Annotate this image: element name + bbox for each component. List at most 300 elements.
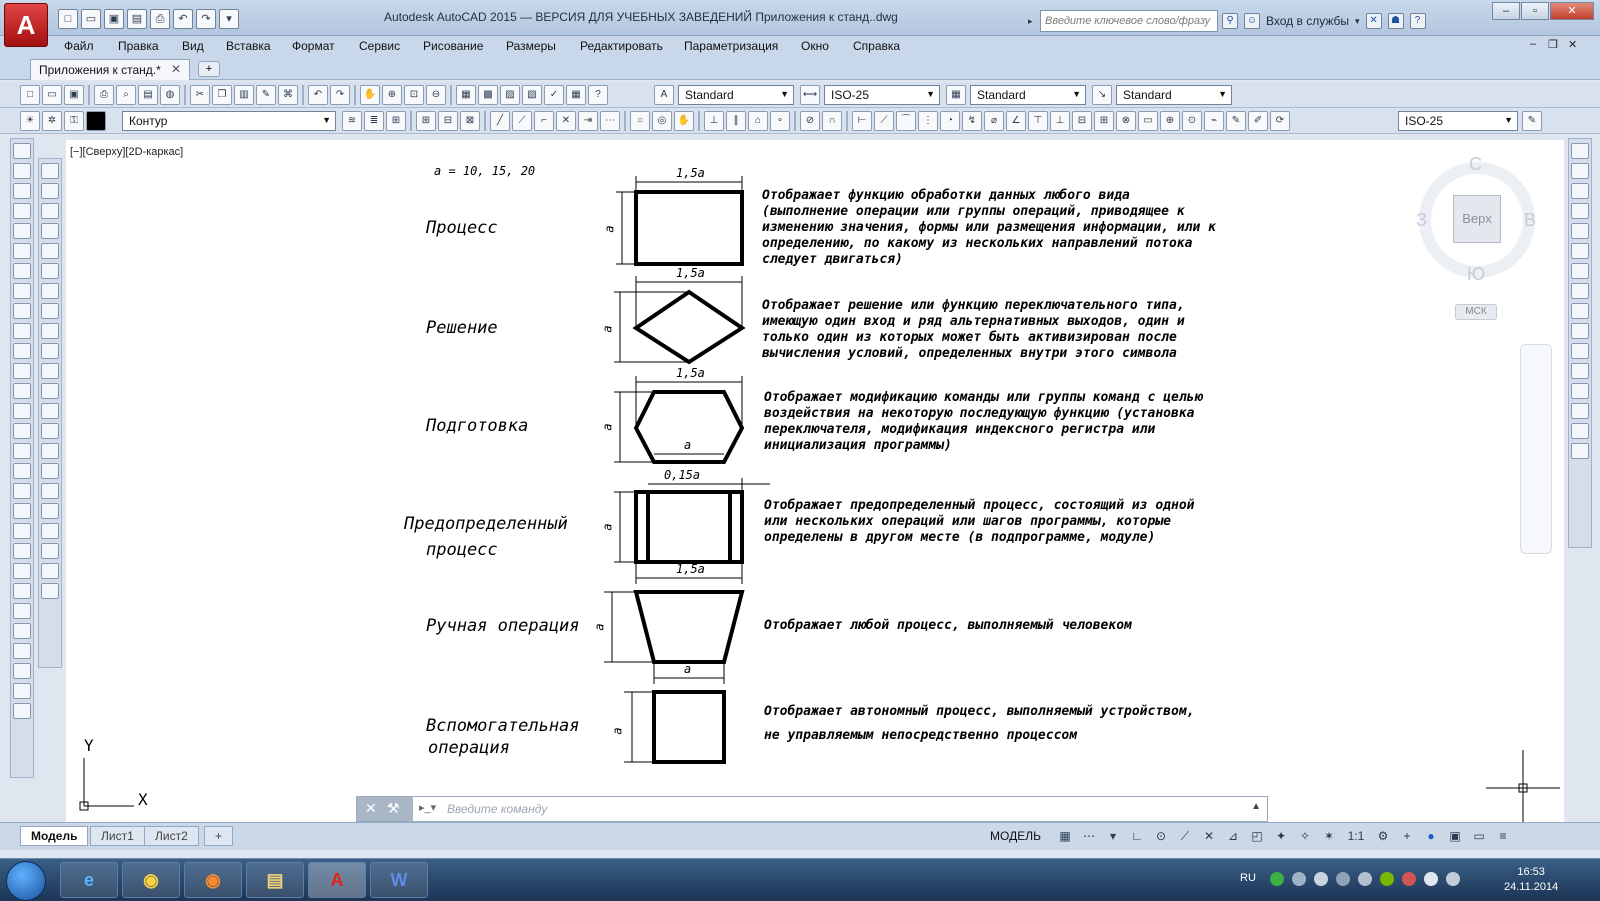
menu-bar bbox=[0, 36, 1600, 58]
group-icon[interactable]: ⊞ bbox=[416, 111, 436, 131]
add-selected-icon[interactable] bbox=[13, 523, 31, 539]
dim-style-control-value: ISO-25 bbox=[1405, 114, 1444, 128]
tab-model[interactable]: Модель bbox=[20, 826, 88, 846]
explorer-icon[interactable]: ▤ bbox=[246, 862, 304, 898]
text-style-icon[interactable] bbox=[13, 583, 31, 599]
save-as-icon[interactable]: ▤ bbox=[127, 9, 147, 29]
rectangle-icon[interactable] bbox=[1571, 343, 1589, 359]
help-icon[interactable]: ? bbox=[1410, 13, 1426, 29]
mtext-icon[interactable] bbox=[13, 503, 31, 519]
draw-toolbar-vertical bbox=[10, 138, 34, 778]
plot-icon[interactable]: ⎙ bbox=[94, 85, 114, 105]
spline-icon[interactable] bbox=[13, 303, 31, 319]
tray-network-icon[interactable] bbox=[1292, 872, 1306, 886]
annotation-scale-icon[interactable]: ✶ bbox=[1323, 829, 1335, 843]
label-predefined-line2: процесс bbox=[426, 540, 498, 560]
chevron-down-icon[interactable]: ▾ bbox=[1109, 829, 1117, 843]
match-properties-icon[interactable] bbox=[1571, 143, 1589, 159]
text-justify-icon[interactable] bbox=[13, 683, 31, 699]
text-style-icon[interactable]: A bbox=[654, 85, 674, 105]
clock-date: 24.11.2014 bbox=[1504, 881, 1559, 893]
text-edit-icon[interactable] bbox=[13, 643, 31, 659]
doc-minimize-icon[interactable]: – bbox=[1530, 38, 1537, 50]
menu-tools[interactable]: Сервис bbox=[359, 39, 401, 53]
search-input[interactable]: Введите ключевое слово/фразу bbox=[1040, 10, 1218, 32]
table-style-value: Standard bbox=[977, 88, 1026, 102]
dim-height-preparation: a bbox=[600, 423, 615, 431]
doc-restore-icon[interactable]: ❐ bbox=[1548, 39, 1558, 51]
redo-icon[interactable]: ↷ bbox=[330, 85, 350, 105]
label-auxiliary-line2: операция bbox=[428, 738, 510, 758]
pan-icon[interactable]: ✋ bbox=[360, 85, 380, 105]
inspection-icon[interactable]: ⊙ bbox=[1182, 111, 1202, 131]
mirror-icon[interactable] bbox=[1571, 383, 1589, 399]
erase-icon[interactable] bbox=[41, 163, 59, 179]
ungroup-icon[interactable]: ⊟ bbox=[438, 111, 458, 131]
toolbar-separator bbox=[624, 111, 626, 131]
break-icon[interactable]: ⋯ bbox=[600, 111, 620, 131]
rotate-icon[interactable] bbox=[41, 283, 59, 299]
viewport-icon[interactable] bbox=[1571, 283, 1589, 299]
center-mark-icon[interactable]: ⊕ bbox=[1160, 111, 1180, 131]
command-prompt-icon[interactable]: ▸_▾ bbox=[419, 802, 437, 814]
menu-insert[interactable]: Вставка bbox=[226, 39, 271, 53]
ortho-icon[interactable]: ∟ bbox=[1131, 829, 1143, 843]
markup-icon[interactable]: ✓ bbox=[544, 85, 564, 105]
table-style-select[interactable] bbox=[970, 85, 1086, 105]
snap-icon[interactable]: ⋯ bbox=[1083, 829, 1095, 843]
ray-icon[interactable] bbox=[1571, 323, 1589, 339]
modify-toolbar-vertical bbox=[38, 158, 62, 668]
start-button[interactable] bbox=[6, 861, 46, 901]
plot-preview-icon[interactable]: ⌕ bbox=[116, 85, 136, 105]
layers-toolbar bbox=[0, 108, 1600, 134]
dim-height-predefined: a bbox=[600, 523, 615, 531]
chevron-down-icon: ▼ bbox=[780, 89, 789, 99]
status-toggles bbox=[1056, 827, 1512, 845]
tolerance-icon[interactable]: ▭ bbox=[1138, 111, 1158, 131]
dim-style-value: ISO-25 bbox=[831, 88, 870, 102]
file-tab-strip bbox=[0, 58, 1600, 80]
tray-flag-icon[interactable] bbox=[1402, 872, 1416, 886]
login-label[interactable]: Вход в службы bbox=[1266, 14, 1349, 28]
dim-width-preparation: 1,5a bbox=[676, 366, 705, 380]
open-icon[interactable]: ▭ bbox=[81, 9, 101, 29]
dim-height-decision: a bbox=[600, 325, 615, 333]
dim-space-icon[interactable]: ⊞ bbox=[1094, 111, 1114, 131]
chamfer-icon[interactable] bbox=[41, 423, 59, 439]
trim-icon[interactable]: ✕ bbox=[556, 111, 576, 131]
chevron-down-icon: ▼ bbox=[322, 115, 331, 125]
polyline-icon[interactable] bbox=[1571, 423, 1589, 439]
region-icon[interactable] bbox=[13, 463, 31, 479]
application-menu-button[interactable]: A bbox=[4, 3, 48, 47]
gear-icon[interactable] bbox=[1571, 443, 1589, 459]
layer-match-icon[interactable]: ⊞ bbox=[386, 111, 406, 131]
group-edit-icon[interactable]: ⊠ bbox=[460, 111, 480, 131]
user-icon[interactable]: ☺ bbox=[1244, 13, 1260, 29]
label-predefined-line1: Предопределенный bbox=[404, 514, 568, 534]
add-layout-button[interactable]: + bbox=[204, 826, 233, 846]
tray-usb-icon[interactable] bbox=[1358, 872, 1372, 886]
linear-dim-icon[interactable]: ⊢ bbox=[852, 111, 872, 131]
tray-volume-icon[interactable] bbox=[1446, 872, 1460, 886]
hatch-icon[interactable] bbox=[13, 423, 31, 439]
menu-draw[interactable]: Рисование bbox=[423, 39, 484, 53]
dim-edit-icon[interactable]: ✎ bbox=[1226, 111, 1246, 131]
jogged-linear-icon[interactable]: ⌁ bbox=[1204, 111, 1224, 131]
internet-explorer-icon[interactable]: e bbox=[60, 862, 118, 898]
copy-icon[interactable] bbox=[41, 183, 59, 199]
polyline-icon[interactable] bbox=[13, 183, 31, 199]
polygon-icon[interactable] bbox=[13, 203, 31, 219]
node-icon[interactable]: ∘ bbox=[770, 111, 790, 131]
multileader-style-select[interactable] bbox=[1116, 85, 1232, 105]
layer-select[interactable] bbox=[122, 111, 336, 131]
toolbar-separator bbox=[184, 85, 186, 105]
join-icon[interactable] bbox=[41, 403, 59, 419]
tray-disc-icon[interactable] bbox=[1336, 872, 1350, 886]
zoom-previous-icon[interactable]: ⊖ bbox=[426, 85, 446, 105]
gear-icon[interactable]: ⚙ bbox=[1377, 829, 1389, 843]
plus-icon[interactable]: + bbox=[1403, 829, 1411, 843]
ucs-y-label: Y bbox=[84, 736, 94, 755]
lineweight-icon[interactable]: ⊿ bbox=[1227, 829, 1239, 843]
dim-style-select[interactable] bbox=[824, 85, 940, 105]
arc-icon[interactable] bbox=[13, 243, 31, 259]
label-preparation: Подготовка bbox=[426, 416, 529, 436]
aligned-dim-icon[interactable]: ⟋ bbox=[874, 111, 894, 131]
table-icon[interactable] bbox=[13, 483, 31, 499]
spell-check-icon[interactable] bbox=[13, 623, 31, 639]
description-process: Отображает функцию обработки данных любого вида (выполнение операции или группы операций, приводящее к изменению значения, формы или размещения информации, или к определению, по какому из нескольких направлений потока следует двигаться) bbox=[762, 188, 1216, 267]
dim-style-icon[interactable]: ⟷ bbox=[800, 85, 820, 105]
radius-dim-icon[interactable]: ◔ bbox=[940, 111, 960, 131]
osnap-icon[interactable]: ◰ bbox=[1251, 829, 1263, 843]
model-space-toggle[interactable]: МОДЕЛЬ bbox=[990, 829, 1041, 843]
extend-icon[interactable]: ⇥ bbox=[578, 111, 598, 131]
ucs-menu[interactable]: МСК bbox=[1455, 304, 1497, 320]
find-text-icon[interactable] bbox=[13, 603, 31, 619]
layer-value: Контур bbox=[129, 114, 168, 128]
viewcube-west[interactable]: З bbox=[1416, 210, 1427, 230]
layer-color-icon[interactable] bbox=[86, 111, 106, 131]
annotation-visibility-icon[interactable]: ✦ bbox=[1275, 829, 1287, 843]
hardware-acceleration-icon[interactable]: ▣ bbox=[1449, 829, 1461, 843]
scale-icon[interactable] bbox=[41, 303, 59, 319]
extend-icon[interactable] bbox=[41, 363, 59, 379]
ellipse-icon[interactable] bbox=[13, 323, 31, 339]
exchange-icon[interactable]: ✕ bbox=[1366, 13, 1382, 29]
viewcube-east[interactable]: В bbox=[1524, 210, 1537, 230]
osnap-tracking-icon[interactable]: ✕ bbox=[1203, 829, 1215, 843]
arc-dim-icon[interactable]: ⌒ bbox=[896, 111, 916, 131]
hatch-icon[interactable] bbox=[1571, 403, 1589, 419]
chevron-up-icon[interactable]: ▲ bbox=[1251, 801, 1261, 812]
menu-edit[interactable]: Правка bbox=[118, 39, 159, 53]
firefox-icon[interactable]: ◉ bbox=[184, 862, 242, 898]
description-preparation: Отображает модификацию команды или группы команд с целью воздействия на некоторую последующую функцию (установка переключателя, модификация индексного регистра или инициализация программы) bbox=[764, 390, 1203, 453]
command-line[interactable] bbox=[356, 796, 1268, 822]
tray-green-icon[interactable] bbox=[1270, 872, 1284, 886]
redo-icon[interactable]: ↷ bbox=[196, 9, 216, 29]
blend-icon[interactable] bbox=[41, 463, 59, 479]
dim-style-manager-icon[interactable]: ✎ bbox=[1522, 111, 1542, 131]
tool-palettes-icon[interactable]: ▨ bbox=[500, 85, 520, 105]
table-style-icon[interactable]: ▦ bbox=[946, 85, 966, 105]
lightbulb-icon[interactable]: ☀ bbox=[20, 111, 40, 131]
copy-icon[interactable]: ❐ bbox=[212, 85, 232, 105]
system-clock[interactable] bbox=[1504, 865, 1558, 895]
draw-modify-toolbar-icons bbox=[342, 111, 1290, 131]
magnet-icon[interactable]: ∩ bbox=[822, 111, 842, 131]
toolbar-separator bbox=[302, 85, 304, 105]
text-convert-icon[interactable] bbox=[13, 703, 31, 719]
viewcube-south[interactable]: Ю bbox=[1467, 264, 1486, 284]
continue-dim-icon[interactable]: ⊟ bbox=[1072, 111, 1092, 131]
clean-screen-icon[interactable]: ▭ bbox=[1473, 829, 1485, 843]
stretch-icon[interactable] bbox=[41, 323, 59, 339]
stay-connected-icon[interactable]: ☗ bbox=[1388, 13, 1404, 29]
text-scale-icon[interactable] bbox=[13, 663, 31, 679]
qat-dropdown-icon[interactable]: ▾ bbox=[219, 9, 239, 29]
quick-access-toolbar bbox=[58, 8, 239, 30]
line-icon[interactable]: ╱ bbox=[490, 111, 510, 131]
toolbar-separator bbox=[410, 111, 412, 131]
annotation-scale-value[interactable]: 1:1 bbox=[1347, 829, 1365, 843]
3d-print-icon[interactable]: ◍ bbox=[160, 85, 180, 105]
layout-icon[interactable] bbox=[1571, 263, 1589, 279]
properties-icon[interactable] bbox=[41, 563, 59, 579]
dim-update-icon[interactable]: ⟳ bbox=[1270, 111, 1290, 131]
close-button[interactable]: ✕ bbox=[1550, 2, 1594, 20]
command-input[interactable]: Введите команду bbox=[447, 802, 548, 816]
rectangle-icon[interactable] bbox=[13, 223, 31, 239]
menu-dimension[interactable]: Размеры bbox=[506, 39, 556, 53]
new-tab-button[interactable]: + bbox=[198, 61, 220, 77]
revcloud-icon[interactable] bbox=[13, 283, 31, 299]
freeze-icon[interactable]: ✲ bbox=[42, 111, 62, 131]
dim-aligned-icon[interactable] bbox=[1571, 203, 1589, 219]
toolbar-separator bbox=[794, 111, 796, 131]
dim-width-process: 1,5a bbox=[676, 166, 705, 180]
dim-bottom-manual: a bbox=[684, 662, 692, 676]
calculator-icon[interactable]: ▦ bbox=[566, 85, 586, 105]
tray-nvidia-icon[interactable] bbox=[1380, 872, 1394, 886]
tray-monitor-icon[interactable] bbox=[1424, 872, 1438, 886]
save-icon[interactable]: ▣ bbox=[104, 9, 124, 29]
binoculars-icon[interactable]: ⚲ bbox=[1222, 13, 1238, 29]
chevron-down-icon: ▼ bbox=[1504, 115, 1513, 125]
xline-icon[interactable] bbox=[1571, 303, 1589, 319]
dim-break-icon[interactable]: ⊗ bbox=[1116, 111, 1136, 131]
windows-taskbar bbox=[0, 858, 1600, 900]
fillet-icon[interactable] bbox=[41, 443, 59, 459]
word-icon[interactable]: W bbox=[370, 862, 428, 898]
zoom-realtime-icon[interactable]: ⊕ bbox=[382, 85, 402, 105]
wrench-icon[interactable]: ⚒ bbox=[387, 800, 400, 816]
jogged-dim-icon[interactable]: ↯ bbox=[962, 111, 982, 131]
command-line-controls bbox=[357, 797, 413, 821]
document-tab-label: Приложения к станд.* bbox=[39, 63, 161, 77]
menu-parametric[interactable]: Параметризация bbox=[684, 39, 779, 53]
isodraft-icon[interactable]: ⟋ bbox=[1180, 829, 1190, 843]
sheet-set-icon[interactable]: ▧ bbox=[522, 85, 542, 105]
zoom-window-icon[interactable]: ⊡ bbox=[404, 85, 424, 105]
snap-center-icon[interactable]: ◎ bbox=[652, 111, 672, 131]
minimize-button[interactable]: – bbox=[1492, 2, 1520, 20]
menu-window[interactable]: Окно bbox=[801, 39, 829, 53]
menu-help[interactable]: Справка bbox=[853, 39, 901, 53]
ordinate-dim-icon[interactable]: ⋮ bbox=[918, 111, 938, 131]
properties-icon[interactable]: ▦ bbox=[456, 85, 476, 105]
move-icon[interactable] bbox=[1571, 223, 1589, 239]
isolate-icon[interactable]: ● bbox=[1427, 829, 1435, 843]
sphere-icon[interactable] bbox=[41, 523, 59, 539]
chevron-down-icon: ▼ bbox=[1218, 89, 1227, 99]
boundary-icon[interactable] bbox=[41, 503, 59, 519]
circle-icon[interactable] bbox=[13, 263, 31, 279]
clock-time: 16:53 bbox=[1517, 866, 1545, 878]
lock-icon[interactable]: ⚿ bbox=[64, 111, 84, 131]
tab-layout2[interactable]: Лист2 bbox=[144, 826, 199, 846]
language-indicator[interactable]: RU bbox=[1240, 872, 1256, 884]
grid-icon[interactable]: ▦ bbox=[1059, 829, 1071, 843]
dim-height-auxiliary: a bbox=[610, 727, 625, 735]
insert-icon[interactable]: ⌂ bbox=[748, 111, 768, 131]
text-style-value: Standard bbox=[685, 88, 734, 102]
snap-off-icon[interactable]: ⊘ bbox=[800, 111, 820, 131]
polyline-icon[interactable]: ⌐ bbox=[534, 111, 554, 131]
label-decision: Решение bbox=[426, 318, 498, 338]
mirror-icon[interactable] bbox=[41, 203, 59, 219]
multiline-text-icon[interactable] bbox=[13, 563, 31, 579]
multileader-style-icon[interactable]: ↘ bbox=[1092, 85, 1112, 105]
autocad-taskbar-icon[interactable]: A bbox=[308, 862, 366, 898]
login-area[interactable] bbox=[1222, 13, 1426, 29]
help-icon[interactable]: ? bbox=[588, 85, 608, 105]
chevron-down-icon: ▼ bbox=[926, 89, 935, 99]
polar-icon[interactable]: ⊙ bbox=[1155, 829, 1167, 843]
extend-icon[interactable] bbox=[1571, 363, 1589, 379]
match-properties-icon[interactable]: ✎ bbox=[256, 85, 276, 105]
make-block-icon[interactable] bbox=[13, 383, 31, 399]
menu-file[interactable]: Файл bbox=[64, 39, 94, 53]
point-icon[interactable] bbox=[13, 403, 31, 419]
viewcube-north[interactable]: С bbox=[1469, 154, 1482, 174]
line-icon[interactable] bbox=[13, 143, 31, 159]
standard-toolbar bbox=[0, 82, 1600, 108]
open-icon[interactable]: ▭ bbox=[42, 85, 62, 105]
customize-icon[interactable]: ≡ bbox=[1499, 829, 1507, 843]
tab-layout1[interactable]: Лист1 bbox=[90, 826, 145, 846]
quick-select-icon[interactable] bbox=[1571, 163, 1589, 179]
chevron-down-icon[interactable]: ▾ bbox=[1355, 15, 1360, 26]
trim-icon[interactable] bbox=[41, 343, 59, 359]
label-manual-operation: Ручная операция bbox=[426, 616, 580, 636]
undo-icon[interactable]: ↶ bbox=[173, 9, 193, 29]
perpendicular-icon[interactable]: ⊥ bbox=[704, 111, 724, 131]
tray-app-icon[interactable] bbox=[1314, 872, 1328, 886]
publish-icon[interactable]: ▤ bbox=[138, 85, 158, 105]
diameter-dim-icon[interactable]: ⌀ bbox=[984, 111, 1004, 131]
tab-close-icon[interactable]: ✕ bbox=[170, 62, 181, 76]
doc-close-icon[interactable]: ✕ bbox=[1568, 39, 1578, 51]
layer-properties-icon[interactable]: ≋ bbox=[342, 111, 362, 131]
explode-icon[interactable] bbox=[41, 483, 59, 499]
auto-scale-icon[interactable]: ✧ bbox=[1299, 829, 1311, 843]
dim-inner-preparation: a bbox=[684, 438, 692, 452]
layer-state-icons bbox=[20, 111, 106, 131]
text-icon[interactable] bbox=[13, 543, 31, 559]
angular-dim-icon[interactable]: ∠ bbox=[1006, 111, 1026, 131]
baseline-dim-icon[interactable]: ⊥ bbox=[1050, 111, 1070, 131]
toolbar-separator bbox=[354, 85, 356, 105]
description-manual: Отображает любой процесс, выполняемый человеком bbox=[764, 618, 1132, 633]
dim-linear-icon[interactable] bbox=[1571, 183, 1589, 199]
block-editor-icon[interactable]: ⌘ bbox=[278, 85, 298, 105]
save-icon[interactable]: ▣ bbox=[64, 85, 84, 105]
hand-icon[interactable]: ✋ bbox=[674, 111, 694, 131]
construction-line-icon[interactable] bbox=[13, 163, 31, 179]
viewport-controls-label[interactable]: [−][Сверху][2D-каркас] bbox=[70, 146, 184, 158]
search-expand-icon[interactable]: ▸ bbox=[1028, 16, 1033, 26]
array-icon[interactable] bbox=[41, 243, 59, 259]
dim-text-edit-icon[interactable]: ✐ bbox=[1248, 111, 1268, 131]
print-icon[interactable]: ⎙ bbox=[150, 9, 170, 29]
break-icon[interactable] bbox=[41, 383, 59, 399]
label-process: Процесс bbox=[426, 218, 498, 238]
dim-style-control-select[interactable] bbox=[1398, 111, 1518, 131]
cut-icon[interactable]: ✂ bbox=[190, 85, 210, 105]
navigation-bar[interactable] bbox=[1520, 344, 1552, 554]
paste-icon[interactable]: ▥ bbox=[234, 85, 254, 105]
design-center-icon[interactable]: ▩ bbox=[478, 85, 498, 105]
gradient-icon[interactable] bbox=[13, 443, 31, 459]
layers-icon[interactable] bbox=[41, 583, 59, 599]
description-decision: Отображает решение или функцию переключательного типа, имеющую один вход и ряд альтернативных выходов, один и только один из которых может быть активизирован после вычисления условий, определенных внутри этого символа bbox=[762, 298, 1185, 361]
status-bar bbox=[0, 822, 1600, 850]
insert-block-icon[interactable] bbox=[13, 363, 31, 379]
chrome-icon[interactable]: ◉ bbox=[122, 862, 180, 898]
circle-icon[interactable] bbox=[1571, 243, 1589, 259]
quick-dim-icon[interactable]: ⊤ bbox=[1028, 111, 1048, 131]
new-icon[interactable]: □ bbox=[58, 9, 78, 29]
multileader-style-value: Standard bbox=[1123, 88, 1172, 102]
menu-modify[interactable]: Редактировать bbox=[580, 39, 663, 53]
maximize-button[interactable]: ▫ bbox=[1521, 2, 1549, 20]
xline-icon[interactable]: ⟋ bbox=[512, 111, 532, 131]
menu-format[interactable]: Формат bbox=[292, 39, 335, 53]
move-icon[interactable] bbox=[41, 263, 59, 279]
toolbar-separator bbox=[846, 111, 848, 131]
close-icon[interactable]: ✕ bbox=[365, 800, 377, 816]
viewcube-top-face[interactable]: Верх bbox=[1453, 195, 1501, 243]
layer-previous-icon[interactable]: ≣ bbox=[364, 111, 384, 131]
torus-icon[interactable] bbox=[41, 543, 59, 559]
offset-icon[interactable] bbox=[41, 223, 59, 239]
undo-icon[interactable]: ↶ bbox=[308, 85, 328, 105]
document-tab[interactable] bbox=[30, 59, 190, 80]
parallel-icon[interactable]: ∥ bbox=[726, 111, 746, 131]
ellipse-arc-icon[interactable] bbox=[13, 343, 31, 359]
menu-view[interactable]: Вид bbox=[182, 39, 204, 53]
dim-offset-predefined: 0,15a bbox=[664, 468, 701, 482]
text-style-select[interactable] bbox=[678, 85, 794, 105]
dim-height-manual: a bbox=[592, 623, 607, 631]
circle-icon[interactable]: ○ bbox=[630, 111, 650, 131]
new-icon[interactable]: □ bbox=[20, 85, 40, 105]
